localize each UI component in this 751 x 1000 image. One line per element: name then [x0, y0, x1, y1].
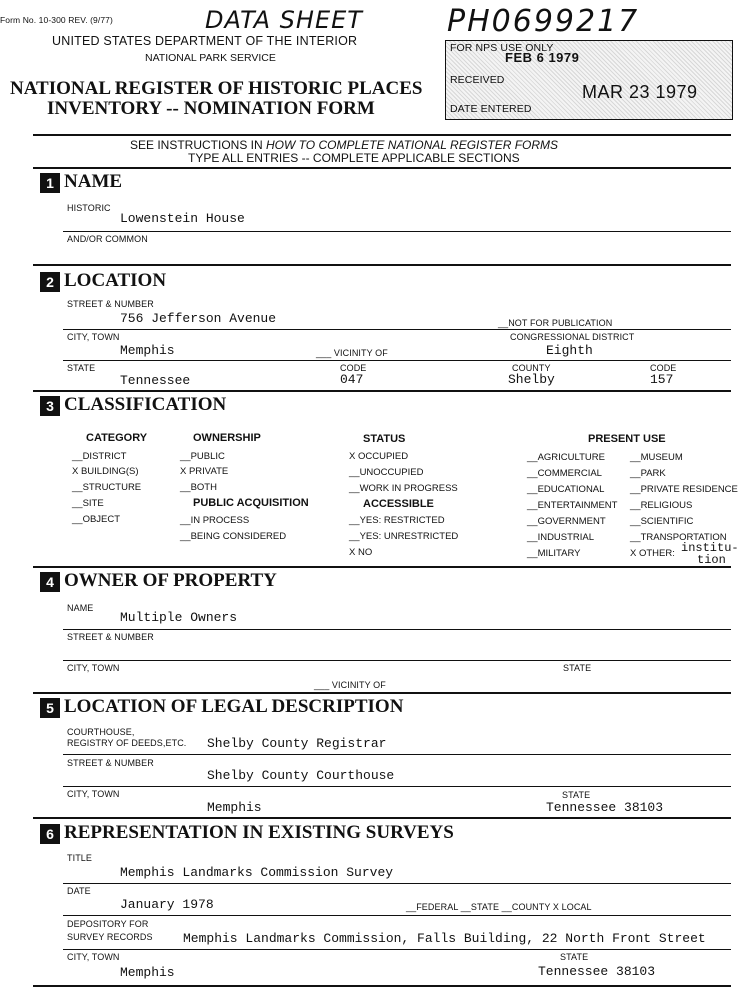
use-other: X OTHER:: [630, 548, 675, 559]
section-6-number: 6: [40, 824, 60, 844]
courthouse-value: Shelby County Registrar: [207, 736, 387, 751]
present-use-header: PRESENT USE: [588, 433, 666, 445]
ownership-private: X PRIVATE: [180, 466, 229, 477]
rule: [63, 915, 731, 916]
not-for-publication: __NOT FOR PUBLICATION: [498, 318, 613, 328]
use-entertainment: __ENTERTAINMENT: [527, 500, 618, 511]
date-entered-label: DATE ENTERED: [450, 103, 532, 115]
use-religious: __RELIGIOUS: [630, 500, 693, 511]
use-government: __GOVERNMENT: [527, 516, 606, 527]
section-5-end-rule: [33, 817, 731, 819]
use-industrial: __INDUSTRIAL: [527, 532, 595, 543]
survey-state-value: Tennessee 38103: [538, 964, 656, 979]
courthouse-label: COURTHOUSE,: [67, 727, 135, 737]
county-code-label: CODE: [650, 363, 677, 373]
section-4-title: OWNER OF PROPERTY: [64, 570, 277, 591]
survey-city-value: Memphis: [120, 965, 175, 980]
depository-label-1: DEPOSITORY FOR: [67, 919, 149, 929]
status-work-in-progress: __WORK IN PROGRESS: [349, 483, 458, 494]
owner-state-label: STATE: [563, 663, 592, 673]
owner-vicinity: ___ VICINITY OF: [314, 680, 386, 690]
legal-city-label: CITY, TOWN: [67, 789, 120, 799]
city-value: Memphis: [120, 343, 175, 358]
use-scientific: __SCIENTIFIC: [630, 516, 694, 527]
legal-city-value: Memphis: [207, 800, 262, 815]
owner-street-label: STREET & NUMBER: [67, 632, 154, 642]
pubacq-being-considered: __BEING CONSIDERED: [180, 531, 287, 542]
use-other-value-1: institu-: [681, 541, 739, 555]
county-value: Shelby: [508, 372, 555, 387]
header-rule: [33, 134, 731, 136]
ownership-public: __PUBLIC: [180, 451, 225, 462]
rule: [63, 629, 731, 630]
received-stamp: MAR 23 1979: [582, 82, 698, 102]
section-6-title: REPRESENTATION IN EXISTING SURVEYS: [64, 822, 454, 843]
public-acquisition-header: PUBLIC ACQUISITION: [193, 497, 309, 509]
section-3-title: CLASSIFICATION: [64, 394, 227, 415]
legal-state-value: Tennessee 38103: [546, 800, 664, 815]
rule: [63, 360, 731, 361]
received-label: RECEIVED: [450, 74, 505, 86]
category-structure: __STRUCTURE: [72, 482, 142, 493]
use-agriculture: __AGRICULTURE: [527, 452, 605, 463]
accessible-header: ACCESSIBLE: [363, 498, 434, 510]
legal-street-label: STREET & NUMBER: [67, 758, 154, 768]
pubacq-in-process: __IN PROCESS: [180, 515, 250, 526]
survey-date-label: DATE: [67, 886, 91, 896]
accessible-restricted: __YES: RESTRICTED: [349, 515, 445, 526]
instructions-rule: [33, 167, 731, 169]
form-number: Form No. 10-300 REV. (9/77): [0, 15, 113, 25]
owner-name-label: NAME: [67, 603, 94, 613]
survey-title-value: Memphis Landmarks Commission Survey: [120, 865, 394, 880]
use-commercial: __COMMERCIAL: [527, 468, 602, 479]
state-value: Tennessee: [120, 373, 191, 388]
section-1-number: 1: [40, 173, 60, 193]
survey-title-label: TITLE: [67, 853, 93, 863]
use-transportation: __TRANSPORTATION: [630, 532, 727, 543]
instructions-line2: TYPE ALL ENTRIES -- COMPLETE APPLICABLE SECTIONS: [188, 151, 520, 165]
use-park: __PARK: [630, 468, 666, 479]
rule: [63, 754, 731, 755]
rule: [63, 883, 731, 884]
service-name: NATIONAL PARK SERVICE: [145, 52, 276, 64]
legal-state-label: STATE: [562, 790, 591, 800]
status-occupied: X OCCUPIED: [349, 451, 409, 462]
section-6-end-rule: [33, 985, 731, 987]
rule: [63, 949, 731, 950]
section-4-number: 4: [40, 572, 60, 592]
use-private-residence: __PRIVATE RESIDENCE: [630, 484, 738, 495]
historic-label: HISTORIC: [67, 203, 111, 213]
status-header: STATUS: [363, 433, 406, 445]
vicinity-of: ___ VICINITY OF: [316, 348, 388, 358]
status-unoccupied: __UNOCCUPIED: [349, 467, 424, 478]
section-5-title: LOCATION OF LEGAL DESCRIPTION: [64, 696, 404, 717]
form-title-line1: NATIONAL REGISTER OF HISTORIC PLACES: [10, 78, 423, 99]
rule: [63, 329, 731, 330]
state-code-label: CODE: [340, 363, 367, 373]
street-label: STREET & NUMBER: [67, 299, 154, 309]
historic-name-value: Lowenstein House: [120, 211, 245, 226]
category-building: X BUILDING(S): [72, 466, 139, 477]
section-5-number: 5: [40, 698, 60, 718]
survey-city-label: CITY, TOWN: [67, 952, 120, 962]
section-2-end-rule: [33, 390, 731, 392]
owner-name-value: Multiple Owners: [120, 610, 238, 625]
section-3-end-rule: [33, 566, 731, 568]
form-title-line2: INVENTORY -- NOMINATION FORM: [47, 98, 375, 119]
depository-label-2: SURVEY RECORDS: [67, 932, 153, 942]
department-name: UNITED STATES DEPARTMENT OF THE INTERIOR: [52, 34, 358, 48]
reference-number-handwritten: PH0699217: [447, 4, 640, 39]
legal-street-value: Shelby County Courthouse: [207, 768, 395, 783]
category-header: CATEGORY: [86, 432, 148, 444]
use-military: __MILITARY: [527, 548, 581, 559]
city-label: CITY, TOWN: [67, 332, 120, 342]
nps-use-only-label: FOR NPS USE ONLY: [450, 42, 554, 54]
section-3-number: 3: [40, 396, 60, 416]
accessible-no: X NO: [349, 547, 373, 558]
ownership-both: __BOTH: [180, 482, 217, 493]
section-1-end-rule: [33, 264, 731, 266]
ownership-header: OWNERSHIP: [193, 432, 261, 444]
feb-stamp: FEB 6 1979: [505, 50, 580, 65]
category-site: __SITE: [72, 498, 104, 509]
rule: [63, 231, 731, 232]
common-name-label: AND/OR COMMON: [67, 234, 148, 244]
county-code-value: 157: [650, 372, 674, 387]
street-value: 756 Jefferson Avenue: [120, 311, 277, 326]
data-sheet-handwritten: DATA SHEET: [205, 6, 363, 34]
use-other-value-2: tion: [697, 553, 726, 567]
survey-date-value: January 1978: [120, 897, 214, 912]
state-label: STATE: [67, 363, 96, 373]
congressional-district-label: CONGRESSIONAL DISTRICT: [510, 332, 635, 342]
category-object: __OBJECT: [72, 514, 121, 525]
section-4-end-rule: [33, 692, 731, 694]
use-educational: __EDUCATIONAL: [527, 484, 605, 495]
section-2-number: 2: [40, 272, 60, 292]
depository-value: Memphis Landmarks Commission, Falls Building, 22 North Front Street: [183, 931, 706, 946]
accessible-unrestricted: __YES: UNRESTRICTED: [349, 531, 459, 542]
instructions-line1: SEE INSTRUCTIONS IN HOW TO COMPLETE NATIONAL REGISTER FORMS: [130, 138, 559, 152]
registry-label: REGISTRY OF DEEDS,ETC.: [67, 738, 187, 748]
section-1-title: NAME: [64, 171, 123, 192]
rule: [63, 786, 731, 787]
use-museum: __MUSEUM: [630, 452, 683, 463]
category-district: __DISTRICT: [72, 451, 127, 462]
section-2-title: LOCATION: [64, 270, 167, 291]
owner-city-label: CITY, TOWN: [67, 663, 120, 673]
county-label: COUNTY: [512, 363, 551, 373]
survey-levels: __FEDERAL __STATE __COUNTY X LOCAL: [406, 902, 592, 912]
congressional-district-value: Eighth: [546, 343, 593, 358]
rule: [63, 660, 731, 661]
survey-state-label: STATE: [560, 952, 589, 962]
state-code-value: 047: [340, 372, 364, 387]
